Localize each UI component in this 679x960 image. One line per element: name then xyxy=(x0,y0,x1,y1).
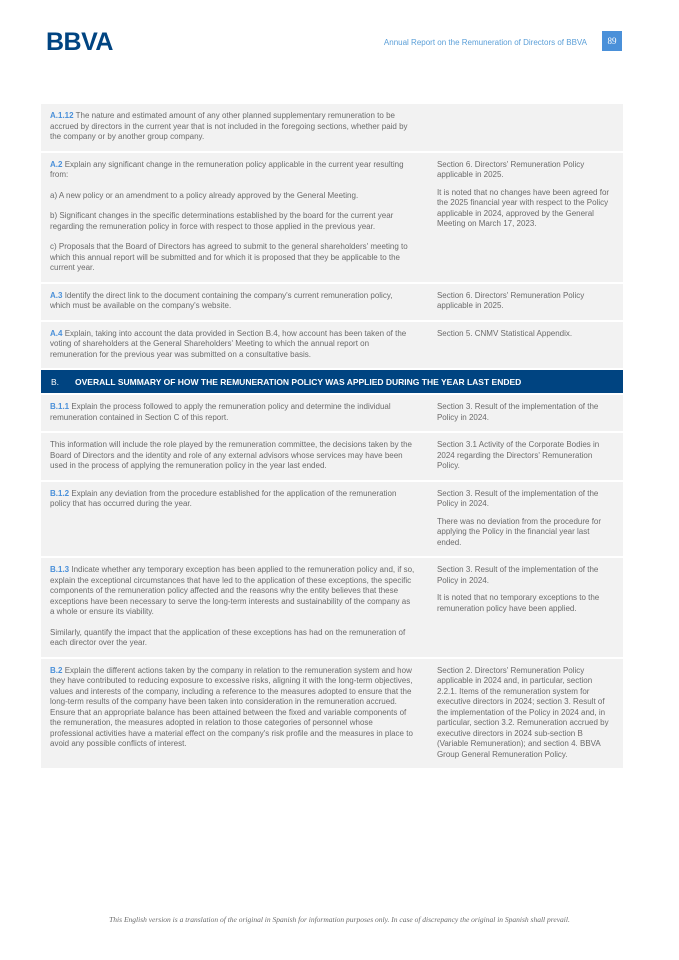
reference-text: Section 6. Directors' Remuneration Policy applicable in 2025. xyxy=(436,290,585,310)
requirement-text xyxy=(50,242,415,274)
requirement-body: c) Proposals that the Board of Directors has agreed to submit to the general shareholders' meeting to which this annual report will be submitted and for which it is proposed that they be applicable to the current year. xyxy=(50,242,408,272)
requirement-body: Identify the direct link to the document containing the company's current remuneration policy, which must be available on the company's website. xyxy=(50,290,393,310)
requirement-text xyxy=(50,489,415,510)
translation-disclaimer: This English version is a translation of the original in Spanish for information purposes only. In case of discrepancy the original in Spanish shall prevail. xyxy=(109,915,570,924)
reference-cell xyxy=(437,489,614,549)
requirement-body: This information will include the role played by the remuneration committee, the decisions taken by the Board of Directors and the identity and role of any external advisors whose services may have been used in the process of applying the remuneration policy in the year last ended. xyxy=(50,440,412,470)
item-code: B.1.3 xyxy=(50,565,70,574)
requirement-text xyxy=(50,160,415,181)
requirement-body: Explain the different actions taken by the company in relation to the remuneration system and how they have contributed to reducing exposure to excessive risks, aligning it with the long-term objectives, values and interests of the company, including a reference to the measures adopted to ensure that the long-term results of the company have been taken into consideration in the remuneration accrued. Ensure that an appropriate balance has been attained between the fixed and variable components of the remuneration, the measures adopted in relation to those categories of personnel whose professional activities have a material effect on the company's risk profile and the measures in place to avoid any possible conflicts of interest. xyxy=(50,665,413,748)
requirement-cell xyxy=(50,666,427,761)
requirement-body: The nature and estimated amount of any other planned supplementary remuneration to be accrued by directors in the current year that is not included in the foregoing sections, whether paid by the company or by another group company. xyxy=(50,111,408,141)
item-code: A.3 xyxy=(50,290,63,300)
section-b-title: OVERALL SUMMARY OF HOW THE REMUNERATION POLICY WAS APPLIED DURING THE YEAR LAST ENDED xyxy=(75,377,522,387)
item-code: A.4 xyxy=(50,328,63,338)
page-header xyxy=(0,0,679,60)
reference-text: There was no deviation from the procedure for applying the Policy in the financial year last ended. xyxy=(436,516,602,547)
table-row xyxy=(41,659,623,771)
requirement-body: Explain the process followed to apply the remuneration policy and determine the individual remuneration contained in Section C of this report. xyxy=(50,402,391,422)
requirement-text xyxy=(50,291,415,312)
requirement-cell xyxy=(50,160,427,274)
table-row xyxy=(41,482,623,559)
table-row xyxy=(41,395,623,433)
item-code: A.1.12 xyxy=(50,111,74,120)
requirement-body: Explain, taking into account the data provided in Section B.4, how account has been taken of the voting of shareholders at the General Shareholders' Meeting to which the annual report on remuneration for the previous year was submitted on a consultative basis. xyxy=(50,328,407,359)
item-code: B.2 xyxy=(50,665,63,675)
requirement-cell xyxy=(50,565,427,649)
requirement-body: Indicate whether any temporary exception has been applied to the remuneration policy and, if so, explain the exceptional circumstances that have led to the application of these exceptions, the specific components of the remuneration policy affected and the reasons why the entity believes that these exceptions have been necessary to serve the long-term interests and sustainability of the company as a whole or ensure its viability. xyxy=(50,565,415,616)
requirement-cell xyxy=(50,111,427,143)
reference-cell xyxy=(437,291,614,312)
table-row xyxy=(41,322,623,371)
item-code: A.2 xyxy=(50,159,63,169)
table-row xyxy=(41,558,623,659)
table-row xyxy=(41,284,623,322)
requirement-text xyxy=(50,211,415,232)
page-number: 89 xyxy=(602,31,622,51)
requirement-cell xyxy=(50,402,427,423)
table-row xyxy=(41,153,623,284)
section-b-letter: B. xyxy=(51,377,60,387)
reference-cell xyxy=(437,666,614,761)
remuneration-table xyxy=(41,104,623,770)
reference-text: Section 3. Result of the implementation of the Policy in 2024. xyxy=(436,488,599,508)
requirement-cell xyxy=(50,440,427,472)
reference-text: Section 3. Result of the implementation of the Policy in 2024. xyxy=(436,402,599,422)
table-row xyxy=(41,433,623,482)
reference-text: It is noted that no changes have been agreed for the 2025 financial year with respect to the Policy applicable in 2024, approved by the General Meeting on March 17, 2023. xyxy=(436,187,610,228)
requirement-text xyxy=(50,329,415,361)
reference-text: Section 3.1 Activity of the Corporate Bodies in 2024 regarding the Directors' Remuneration Policy. xyxy=(436,440,600,470)
reference-text: Section 5. CNMV Statistical Appendix. xyxy=(436,328,573,338)
requirement-body: a) A new policy or an amendment to a policy already approved by the General Meeting. xyxy=(50,190,359,200)
bbva-logo xyxy=(46,30,122,52)
svg-text:BBVA: BBVA xyxy=(46,30,113,52)
requirement-body: Explain any significant change in the remuneration policy applicable in the current year resulting from: xyxy=(50,159,404,179)
requirement-body: Explain any deviation from the procedure established for the application of the remuneration policy that has occurred during the year. xyxy=(50,488,397,508)
report-title: Annual Report on the Remuneration of Directors of BBVA xyxy=(383,38,587,47)
requirement-cell xyxy=(50,489,427,549)
requirement-cell xyxy=(50,329,427,361)
item-code: B.1.2 xyxy=(50,488,70,498)
requirement-text xyxy=(50,666,415,750)
table-row xyxy=(41,104,623,153)
reference-cell xyxy=(437,111,614,143)
reference-cell xyxy=(437,440,614,472)
reference-cell xyxy=(437,329,614,361)
requirement-text xyxy=(50,191,415,202)
requirement-text xyxy=(50,111,415,143)
item-code: B.1.1 xyxy=(50,402,70,411)
reference-text: Section 3. Result of the implementation of the Policy in 2024. xyxy=(436,565,599,585)
section-a-rows xyxy=(41,104,623,370)
requirement-text xyxy=(50,402,415,423)
requirement-text xyxy=(50,565,415,618)
requirement-text xyxy=(50,440,415,472)
reference-text: Section 6. Directors' Remuneration Policy applicable in 2025. xyxy=(436,159,585,179)
requirement-cell xyxy=(50,291,427,312)
reference-text: Section 2. Directors' Remuneration Policy applicable in 2024 and, in particular, section 2.2.1. Items of the remuneration system for executive directors in 2024; section 3. Result of the implementation of the Policy in 2024 and, in particular, section 3.2. Remuneration accrued by executive directors in 2024 sub-section B (Variable Remuneration); and section 4. BBVA Group General Remuneration Policy. xyxy=(436,665,609,759)
requirement-body: Similarly, quantify the impact that the application of these exceptions has had on the remuneration of each director over the year. xyxy=(50,627,406,647)
section-b-header xyxy=(41,370,623,395)
requirement-body: b) Significant changes in the specific determinations established by the board for the current year regarding the remuneration policy in force with respect to those applied in the previous year. xyxy=(50,211,394,231)
section-b-rows xyxy=(41,395,623,770)
reference-cell xyxy=(437,565,614,649)
reference-cell xyxy=(437,402,614,423)
reference-cell xyxy=(437,160,614,274)
requirement-text xyxy=(50,628,415,649)
reference-text: It is noted that no temporary exceptions to the remuneration policy have been applied. xyxy=(436,593,600,613)
